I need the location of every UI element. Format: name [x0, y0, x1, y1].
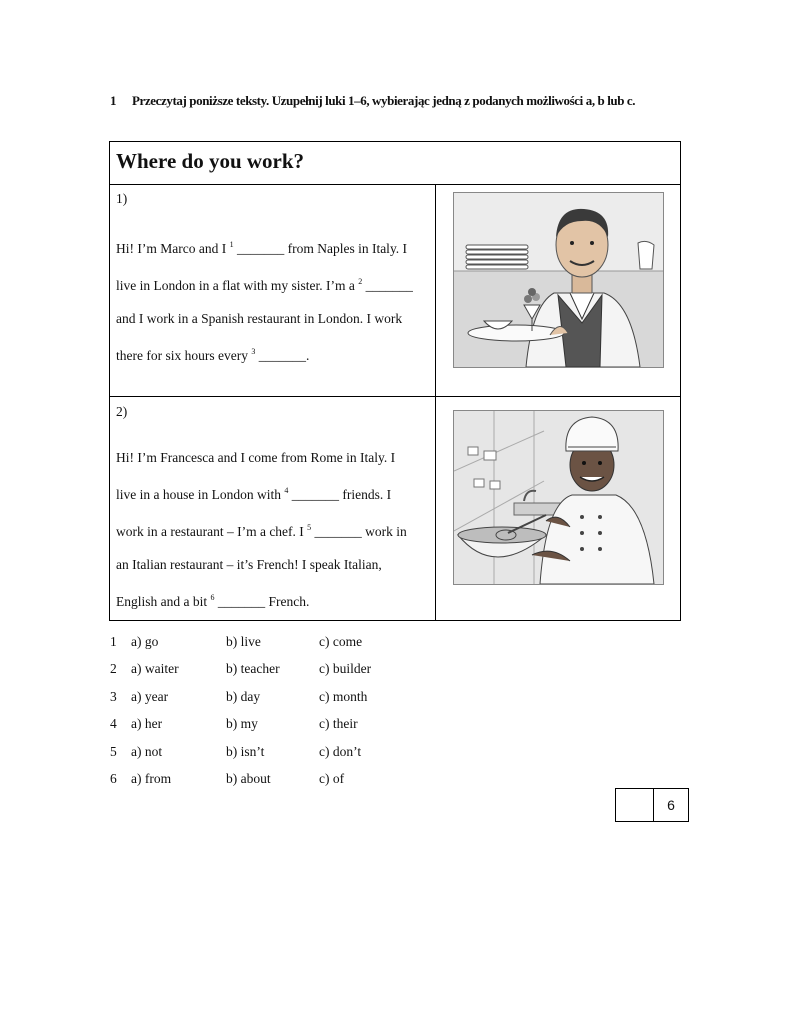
gap-number: 4: [284, 486, 289, 495]
question-number: 4: [110, 716, 117, 732]
question-number: 5: [110, 743, 117, 759]
option-a: a) not: [131, 743, 163, 759]
gap-number: 3: [251, 347, 256, 356]
option-b: b) day: [226, 688, 261, 704]
option-c: c) come: [319, 634, 363, 649]
text-line: and I work in a Spanish restaurant in London. I work: [116, 311, 403, 326]
task-instruction: [110, 93, 730, 109]
waiter-illustration: [453, 192, 664, 368]
option-a: a) waiter: [131, 661, 179, 677]
option-c: c) their: [319, 716, 358, 732]
task-number: 1: [110, 93, 117, 108]
gap-number: 1: [229, 240, 234, 249]
score-box: [615, 788, 689, 822]
text-line: there for six hours every $^3$ _______.: [116, 347, 310, 363]
option-c: c) of: [319, 770, 345, 786]
option-b: b) about: [226, 770, 271, 786]
score-input-field[interactable]: [616, 789, 653, 821]
text-1: [116, 191, 431, 372]
text-line: English and a bit $^6$ _______ French.: [116, 593, 310, 609]
gap-number: 5: [307, 523, 312, 532]
gap-number: 6: [210, 593, 215, 602]
question-number: 6: [110, 770, 117, 786]
text-line: Hi! I’m Marco and I $^1$ _______ from Naples in Italy. I: [116, 240, 408, 256]
option-b: b) teacher: [226, 661, 280, 677]
row-divider: [110, 396, 680, 397]
text-line: live in London in a flat with my sister. I’m a $^2$ _______: [116, 277, 413, 293]
option-c: c) month: [319, 688, 368, 704]
reading-box: [109, 141, 681, 621]
text-2: [116, 404, 431, 618]
question-number: 1: [110, 634, 117, 649]
reading-title-row: [110, 142, 680, 185]
option-b: b) live: [226, 634, 261, 649]
question-number: 3: [110, 688, 117, 704]
text-line: live in a house in London with $^4$ _______ friends. I: [116, 486, 392, 502]
option-b: b) my: [226, 716, 258, 732]
text-1-label: 1): [116, 191, 128, 206]
text-line: an Italian restaurant – it’s French! I speak Italian,: [116, 557, 382, 572]
gap-number: 2: [358, 277, 363, 286]
question-number: 2: [110, 661, 117, 677]
option-a: a) go: [131, 634, 159, 649]
option-c: c) don’t: [319, 743, 362, 759]
reading-title: Where do you work?: [116, 149, 305, 173]
option-a: a) year: [131, 688, 169, 704]
max-points: 6: [667, 797, 675, 813]
option-a: a) from: [131, 770, 172, 786]
text-2-label: 2): [116, 404, 128, 419]
column-divider: [435, 185, 436, 620]
option-c: c) builder: [319, 661, 372, 677]
text-line: work in a restaurant – I’m a chef. I $^5$ _______ work in: [116, 523, 407, 539]
task-instruction-text: Przeczytaj poniższe teksty. Uzupełnij luki 1–6, wybierając jedną z podanych możliwości a, b lub c.: [132, 93, 636, 108]
chef-illustration: [453, 410, 664, 585]
option-b: b) isn’t: [226, 743, 265, 759]
text-line: Hi! I’m Francesca and I come from Rome in Italy. I: [116, 450, 396, 465]
option-a: a) her: [131, 716, 163, 732]
